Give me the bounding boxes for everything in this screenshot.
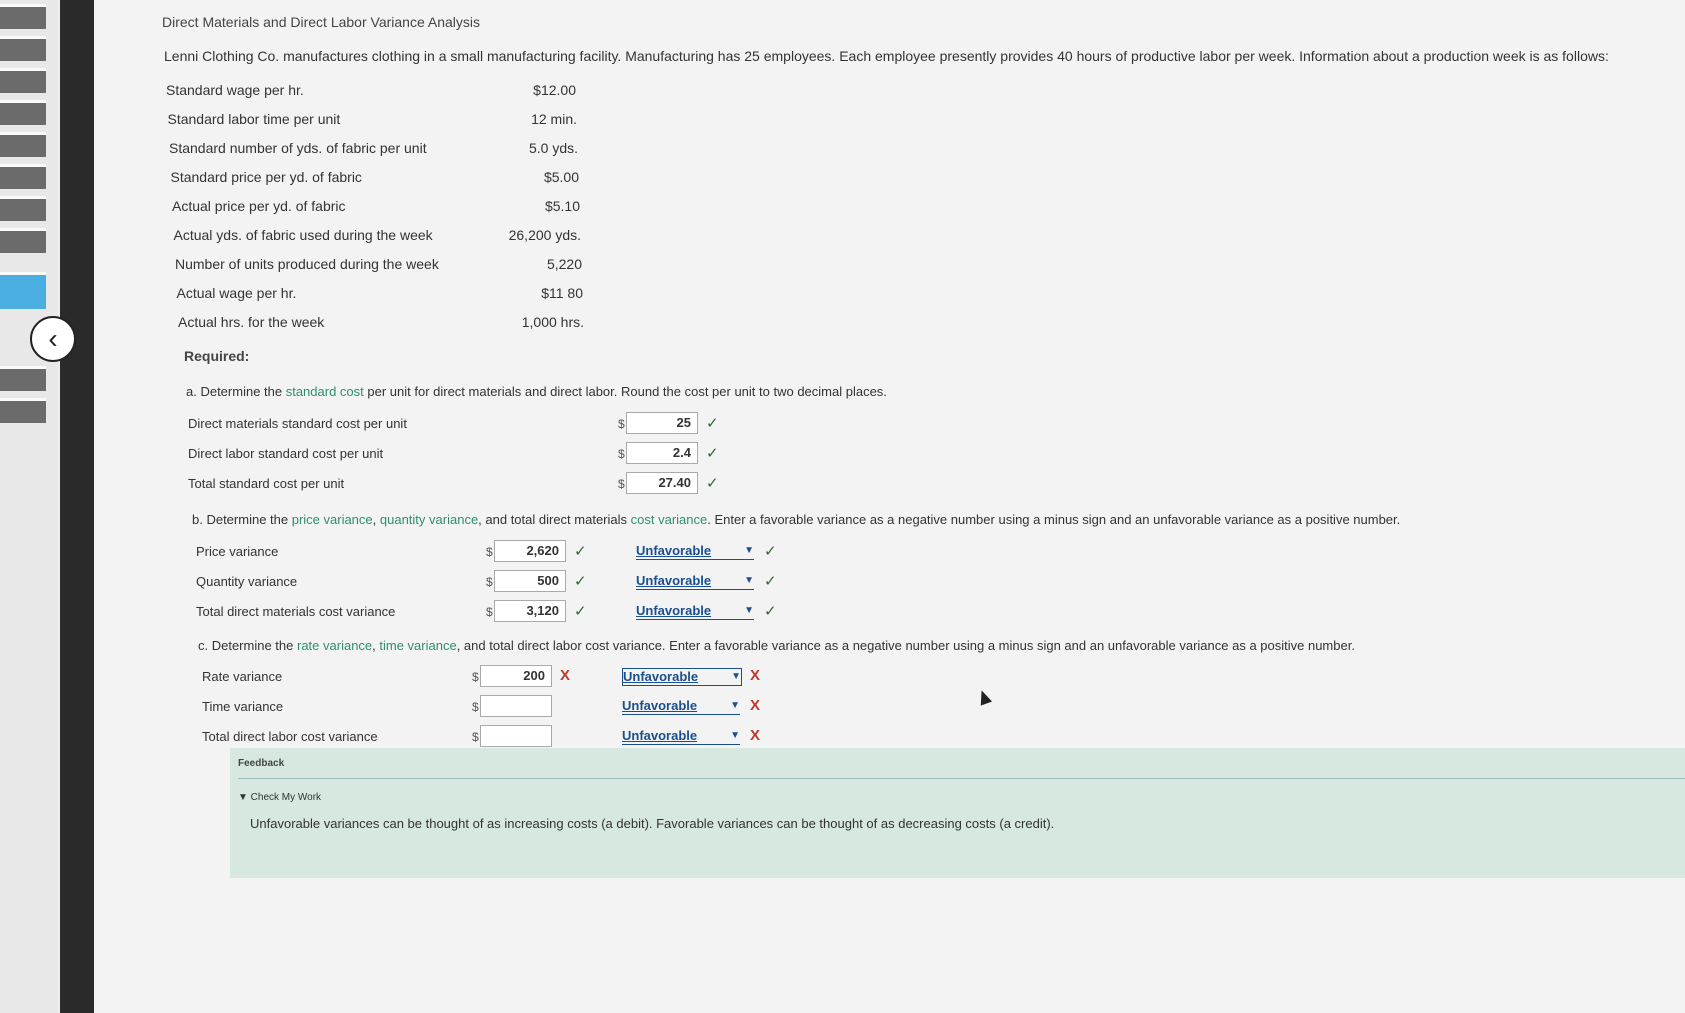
answer-input[interactable]: 2,620 [494,540,566,562]
left-sidebar [0,0,58,1013]
info-value: 5,220 [546,256,582,272]
answer-label: Quantity variance [196,574,298,589]
dollar-sign: $ [618,477,625,491]
page-title: Direct Materials and Direct Labor Variance Analysis [162,14,480,30]
dollar-sign: $ [472,730,479,744]
answer-input[interactable]: 2.4 [626,442,698,464]
answer-input[interactable]: 3,120 [494,600,566,622]
x-icon: X [750,697,761,714]
main-content [94,0,1685,1013]
part-c-question: c. Determine the rate variance, time variance, and total direct labor cost variance. Enter a favorable variance as a negative number using a minus sign and an unfavorable variance as a positive number. [198,638,1355,653]
variance-type-select[interactable] [636,603,754,620]
variance-type-select[interactable] [636,543,754,560]
check-icon: ✓ [574,573,587,590]
info-value: $5.10 [544,198,580,214]
answer-label: Total standard cost per unit [188,476,345,491]
dollar-sign: $ [486,545,493,559]
required-heading: Required: [184,348,250,364]
sidebar-item-5[interactable] [0,132,46,157]
answer-label: Time variance [202,699,284,714]
chevron-down-icon: ▼ [744,605,754,616]
sidebar-item-active[interactable] [0,272,46,309]
feedback-panel [230,748,1685,878]
select-value: Unfavorable [622,728,698,743]
info-value: 12 min. [531,111,577,127]
info-value: 5.0 yds. [528,140,578,156]
answer-label: Price variance [196,544,279,559]
sidebar-item-10[interactable] [0,366,46,391]
info-label: Standard price per yd. of fabric [170,169,362,185]
sidebar-item-6[interactable] [0,164,46,189]
chevron-down-icon: ▼ [744,545,754,556]
check-icon: ✓ [764,573,777,590]
answer-label: Total direct labor cost variance [202,729,378,744]
dollar-sign: $ [618,447,625,461]
back-chevron-icon[interactable]: ‹ [30,316,76,362]
info-label: Actual wage per hr. [176,285,297,301]
answer-input[interactable]: 25 [626,412,698,434]
dollar-sign: $ [618,417,625,431]
dollar-sign: $ [472,700,479,714]
x-icon: X [560,667,571,684]
check-icon: ✓ [764,543,777,560]
check-icon: ✓ [706,445,719,462]
answer-input[interactable]: 200 [480,665,552,687]
answer-label: Total direct materials cost variance [196,604,396,619]
info-label: Standard labor time per unit [167,111,341,127]
answer-input[interactable] [480,695,552,717]
x-icon: X [750,667,761,684]
select-value: Unfavorable [623,669,699,684]
x-icon: X [750,727,761,744]
info-label: Number of units produced during the week [175,256,439,272]
feedback-text: Unfavorable variances can be thought of as increasing costs (a debit). Favorable variances can be thought of as decreasing costs (a credit). [250,816,1055,831]
variance-type-select[interactable] [622,728,740,745]
info-value: $12.00 [533,82,576,98]
sidebar-item-4[interactable] [0,100,46,125]
sidebar-item-7[interactable] [0,196,46,221]
info-label: Actual yds. of fabric used during the week [173,227,433,243]
sidebar-item-8[interactable] [0,228,46,253]
info-value: $5.00 [543,169,579,185]
info-label: Standard wage per hr. [166,82,304,98]
info-value: 1,000 hrs. [521,314,584,330]
chevron-down-icon: ▼ [731,671,741,682]
select-value: Unfavorable [636,543,712,558]
feedback-title: Feedback [238,758,285,769]
check-icon: ✓ [574,603,587,620]
sidebar-divider [60,0,94,1013]
check-icon: ✓ [706,415,719,432]
variance-type-select[interactable] [622,698,740,715]
check-icon: ✓ [574,543,587,560]
answer-label: Direct materials standard cost per unit [188,416,407,431]
chevron-down-icon: ▼ [730,700,740,711]
feedback-divider [238,778,1685,779]
sidebar-item-1[interactable] [0,4,46,29]
select-value: Unfavorable [622,698,698,713]
variance-type-select[interactable] [622,668,742,686]
answer-label: Rate variance [202,669,283,684]
dollar-sign: $ [486,605,493,619]
check-icon: ✓ [764,603,777,620]
answer-input[interactable] [480,725,552,747]
dollar-sign: $ [486,575,493,589]
select-value: Unfavorable [636,573,712,588]
info-label: Actual price per yd. of fabric [172,198,346,214]
info-value: $11 80 [541,285,583,301]
info-label: Standard number of yds. of fabric per unit [169,140,427,156]
answer-input[interactable]: 27.40 [626,472,698,494]
intro-text: Lenni Clothing Co. manufactures clothing in a small manufacturing facility. Manufacturing has 25 employees. Each employee presently provides 40 hours of productive labor per week. Information about a production week is as follows: [164,48,1609,64]
part-b-question: b. Determine the price variance, quantity variance, and total direct materials cost variance. Enter a favorable variance as a negative number using a minus sign and an unfavorable variance as a positive number. [192,512,1401,527]
info-label: Actual hrs. for the week [178,314,325,330]
check-my-work-toggle[interactable]: ▼ Check My Work [238,792,322,803]
info-value: 26,200 yds. [508,227,581,243]
select-value: Unfavorable [636,603,712,618]
chevron-down-icon: ▼ [730,730,740,741]
chevron-down-icon: ▼ [744,575,754,586]
variance-type-select[interactable] [636,573,754,590]
sidebar-item-3[interactable] [0,68,46,93]
answer-input[interactable]: 500 [494,570,566,592]
answer-label: Direct labor standard cost per unit [188,446,384,461]
sidebar-item-11[interactable] [0,398,46,423]
part-a-question: a. Determine the standard cost per unit for direct materials and direct labor. Round the cost per unit to two decimal places. [186,384,887,399]
sidebar-item-2[interactable] [0,36,46,61]
dollar-sign: $ [472,670,479,684]
check-icon: ✓ [706,475,719,492]
